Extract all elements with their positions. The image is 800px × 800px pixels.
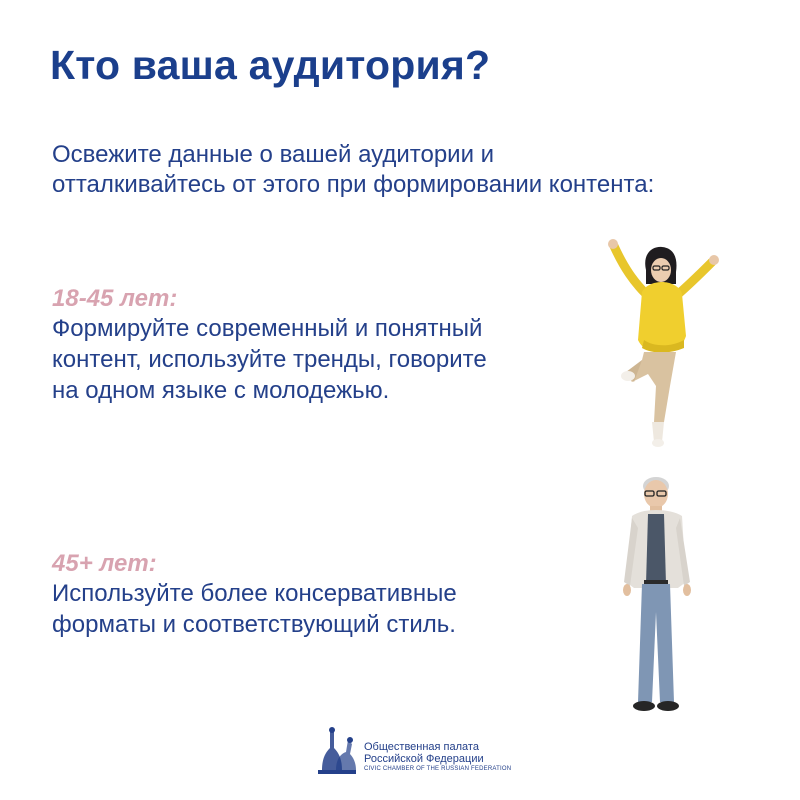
age-range-label: 45+ лет: xyxy=(52,550,157,577)
intro-line-1: Освежите данные о вашей аудитории и xyxy=(52,141,495,168)
advice-line: Формируйте современный и понятный xyxy=(52,315,483,342)
advice-line: Используйте более консервативные xyxy=(52,580,457,607)
org-name-english: CIVIC CHAMBER OF THE RUSSIAN FEDERATION xyxy=(364,766,512,772)
intro-text xyxy=(52,140,772,200)
org-name-line-1: Общественная палата xyxy=(364,741,479,753)
page-title: Кто ваша аудитория? xyxy=(50,42,491,88)
civic-chamber-name xyxy=(364,741,511,774)
advice-line: форматы и соответствующий стиль. xyxy=(52,611,456,638)
intro-line-2: отталкивайтесь от этого при формировании контента: xyxy=(52,171,655,198)
advice-line: на одном языке с молодежью. xyxy=(52,377,390,404)
audience-section-young xyxy=(52,285,572,406)
young-woman-illustration xyxy=(598,236,728,452)
age-range-label: 18-45 лет: xyxy=(52,285,178,312)
civic-chamber-logo xyxy=(312,722,512,782)
advice-line: контент, используйте тренды, говорите xyxy=(52,346,487,373)
audience-advice xyxy=(52,313,572,406)
org-name-line-2: Российской Федерации xyxy=(364,753,484,765)
older-man-illustration xyxy=(616,472,712,720)
audience-advice xyxy=(52,578,572,640)
civic-chamber-emblem-icon xyxy=(312,722,362,778)
audience-section-older xyxy=(52,550,572,640)
